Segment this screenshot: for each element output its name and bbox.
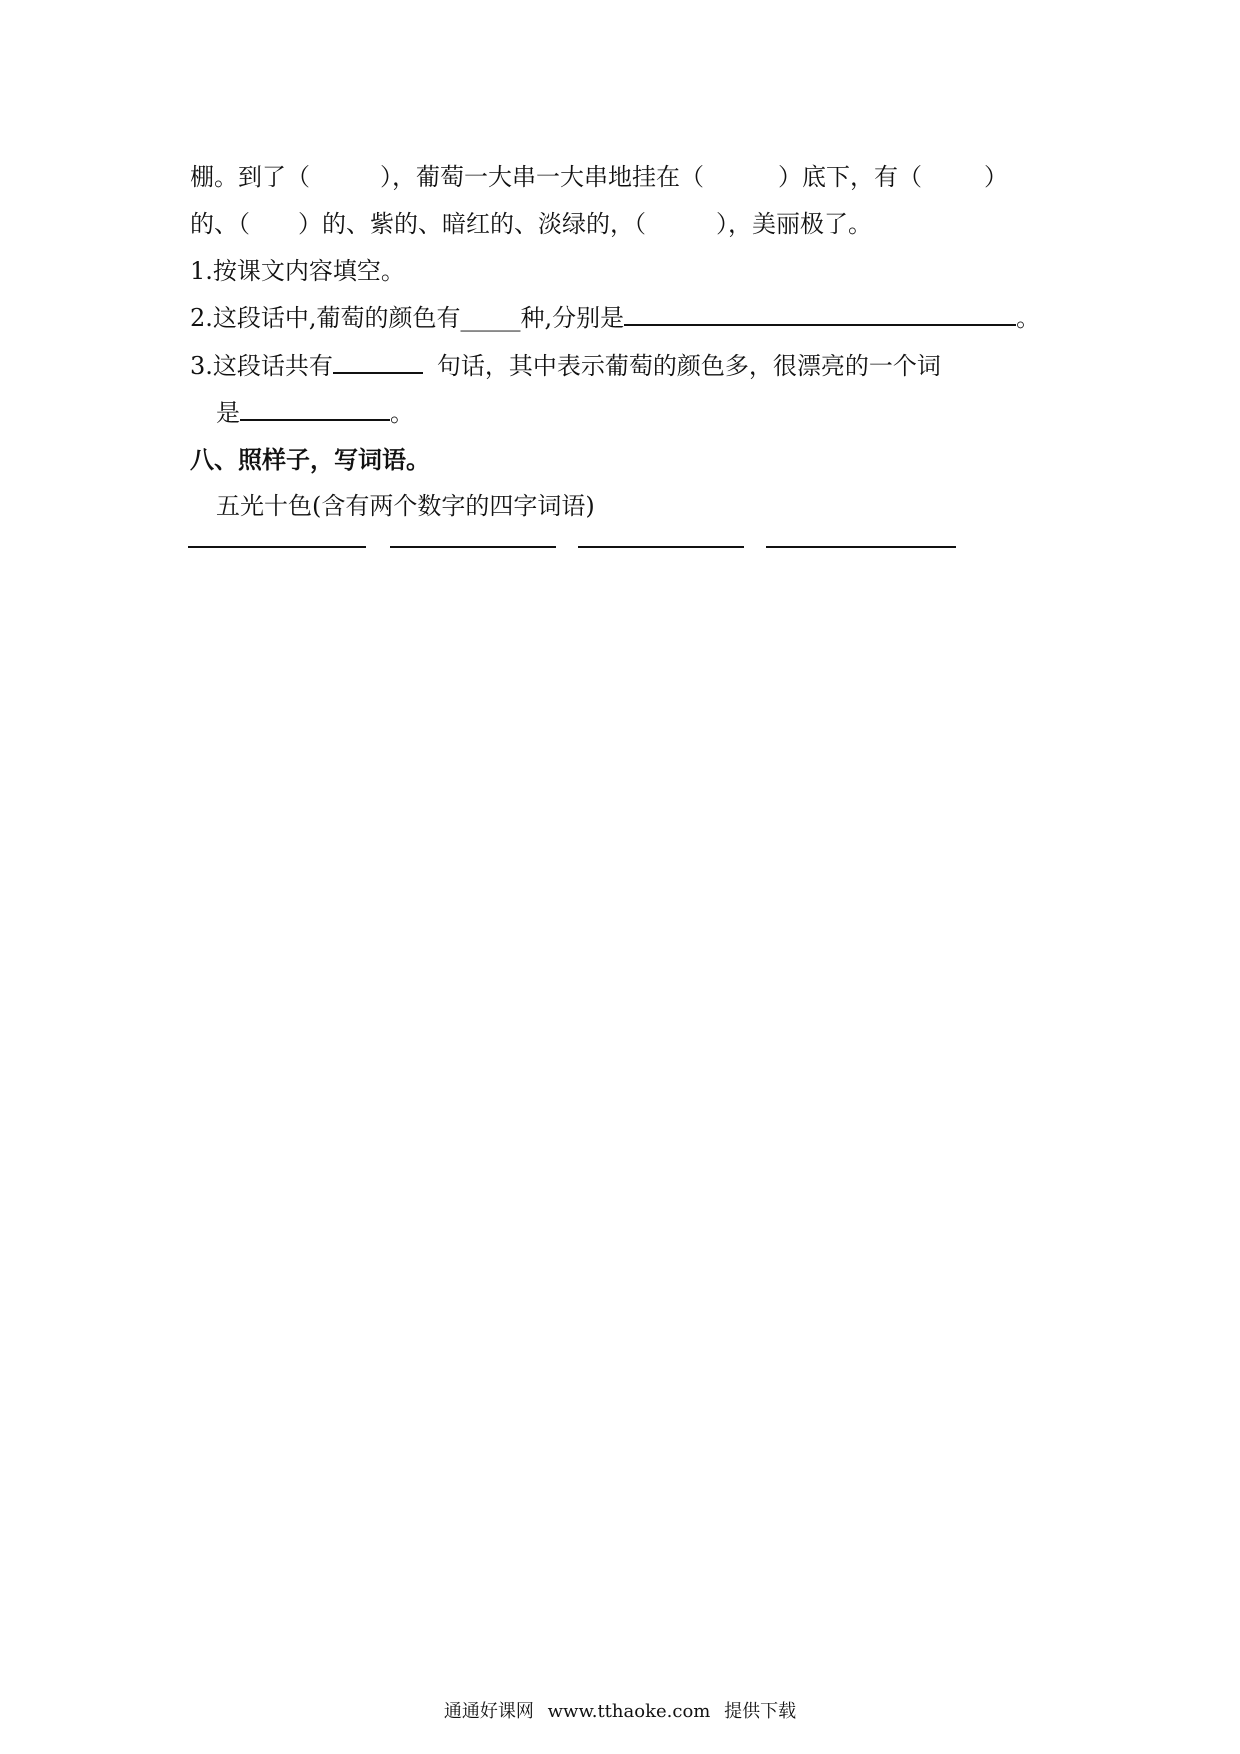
question-2-text-b: 种,分别是: [520, 304, 625, 332]
question-1-text: 1.按课文内容填空。: [190, 257, 405, 285]
answer-line-2[interactable]: [390, 546, 556, 548]
passage-line-2-part-b: ）的、紫的、暗红的、淡绿的，（: [298, 210, 646, 238]
footer-site-name: 通通好课网: [443, 1701, 534, 1722]
passage-line-2: [190, 208, 872, 240]
page-footer: [0, 1700, 1240, 1724]
colors-answer-line[interactable]: [624, 302, 1016, 326]
passage-line-1-part-a: 棚。到了（: [190, 163, 310, 191]
section-8-title-text: 八、照样子，写词语。: [190, 445, 430, 474]
passage-line-1: [190, 161, 1008, 193]
passage-line-2-part-a: 的、（: [190, 210, 250, 238]
passage-line-1-part-d: ）: [984, 163, 1008, 191]
question-2-end: 。: [1016, 304, 1041, 332]
passage-line-1-part-b: ），葡萄一大串一大串地挂在（: [380, 163, 704, 191]
sentence-count-line[interactable]: [333, 350, 423, 374]
answer-line-4[interactable]: [766, 546, 956, 548]
answer-line-1[interactable]: [188, 546, 366, 548]
section-8-example-text: 五光十色(含有两个数字的四字词语): [216, 492, 595, 520]
question-3-text-c: 是: [216, 399, 240, 427]
question-2: [190, 302, 1040, 334]
question-3-text-b: 句话，其中表示葡萄的颜色多，很漂亮的一个词: [436, 352, 941, 380]
section-8-example: [216, 490, 595, 522]
passage-line-2-part-c: ），美丽极了。: [716, 210, 872, 238]
color-count-blank[interactable]: _____: [460, 304, 521, 332]
question-3-continued: [216, 397, 414, 429]
footer-url[interactable]: www.tthaoke.com: [547, 1701, 711, 1722]
answer-line-3[interactable]: [578, 546, 744, 548]
word-answer-line[interactable]: [240, 397, 390, 421]
question-3-end: 。: [390, 399, 414, 427]
footer-suffix: 提供下载: [724, 1701, 797, 1722]
question-3-text-a: 3.这段话共有: [190, 352, 333, 380]
passage-line-1-part-c: ）底下，有（: [778, 163, 922, 191]
question-2-text-a: 2.这段话中,葡萄的颜色有: [190, 304, 461, 332]
question-3: [190, 350, 941, 382]
question-1: [190, 255, 405, 287]
section-8-title: [190, 444, 430, 476]
